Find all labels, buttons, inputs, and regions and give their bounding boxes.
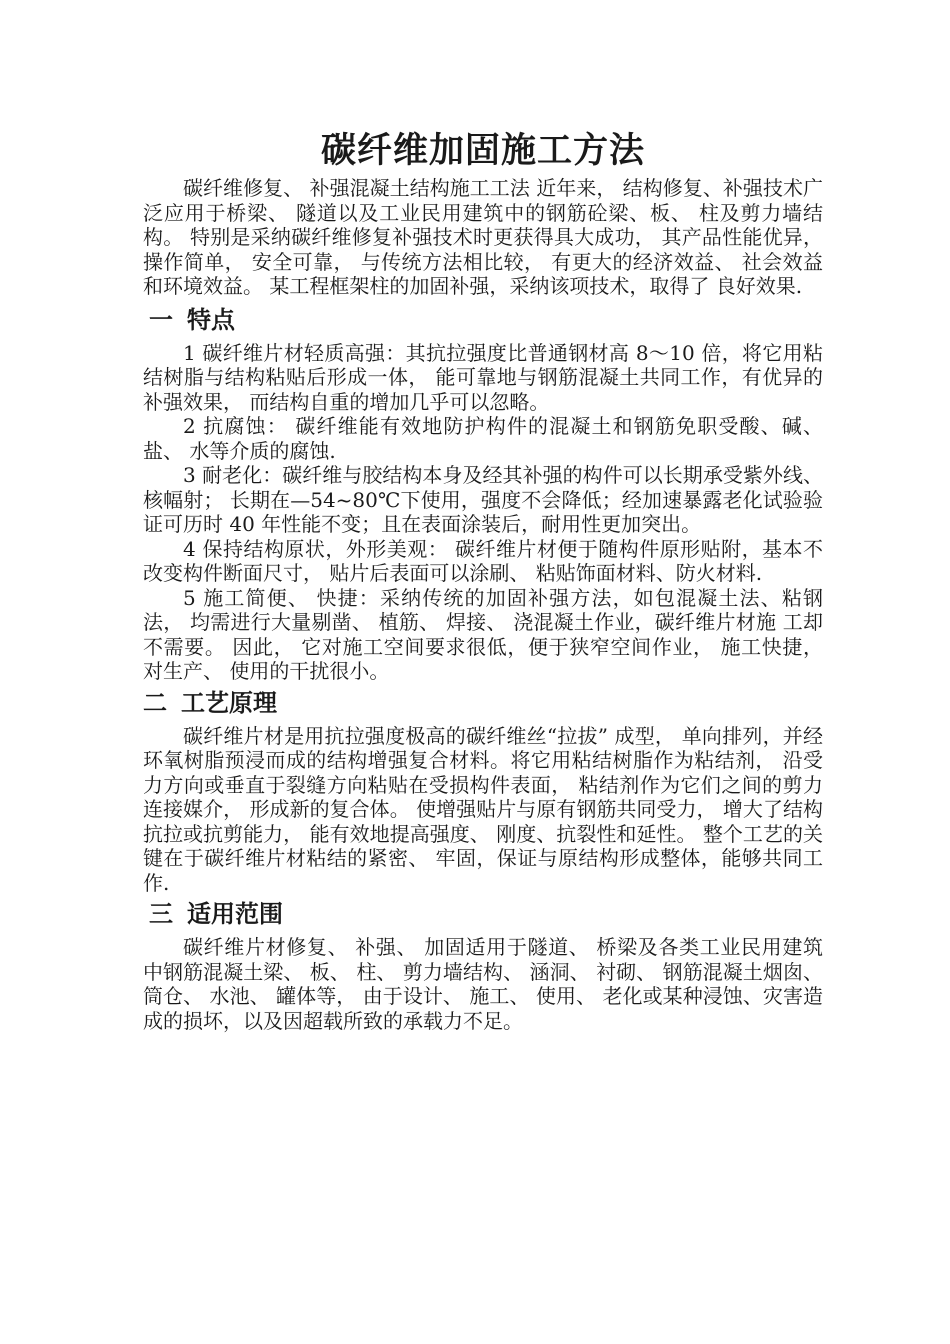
section-heading: [149, 899, 823, 929]
section-number: 三: [149, 900, 173, 928]
scope-paragraph: 碳纤维片材修复、 补强、 加固适用于隧道、 桥梁及各类工业民用建筑 中钢筋混凝土梁、 板、 柱、 剪力墙结构、 涵洞、 衬砌、 钢筋混凝土烟囱、 筒仓、 水池、 罐体等， 由于设计、 施工、 使用、 老化或某种浸蚀、灾害造成的损坏，以及因超载所致的承载力不足。: [143, 935, 823, 1033]
document-page: [143, 128, 823, 1033]
section-principle: [143, 688, 823, 896]
intro-paragraph: 碳纤维修复、 补强混凝土结构施工工法 近年来， 结构修复、补强技术广泛应用于桥梁、 隧道以及工业民用建筑中的钢筋砼梁、板、 柱及剪力墙结构。 特别是采纳碳纤维修复补强技术时更获得具大成功， 其产品性能优异， 操作简单， 安全可靠， 与传统方法相比较， 有更大的经济效益、 社会效益和环境效益。 某工程框架柱的加固补强，采纳该项技术，取得了 良好效果.: [143, 176, 823, 298]
section-title: 特点: [187, 305, 235, 334]
section-heading: [143, 688, 823, 718]
principle-paragraph: 碳纤维片材是用抗拉强度极高的碳纤维丝“拉拔” 成型， 单向排列，并经环氧树脂预浸而成的结构增强复合材料。将它用粘结树脂作为粘结剂， 沿受力方向或垂直于裂缝方向粘贴在受损构件表面， 粘结剂作为它们之间的剪力连接媒介， 形成新的复合体。 使增强贴片与原有钢筋共同受力， 增大了结构抗拉或抗剪能力， 能有效地提高强度、 刚度、抗裂性和延性。 整个工艺的关键在于碳纤维片材粘结的紧密、 牢固，保证与原结构形成整体，能够共同工作.: [143, 723, 823, 895]
section-title: 工艺原理: [181, 688, 277, 717]
section-scope: [143, 899, 823, 1033]
feature-paragraph: 2 抗腐蚀： 碳纤维能有效地防护构件的混凝土和钢筋免职受酸、碱、盐、 水等介质的腐蚀.: [143, 414, 823, 463]
section-number: 二: [143, 688, 167, 717]
section-features: [143, 305, 823, 684]
feature-paragraph: 3 耐老化：碳纤维与胶结构本身及经其补强的构件可以长期承受紫外线、 核幅射； 长期在—54~80℃下使用，强度不会降低；经加速暴露老化试验验证可历时 40 年性能不变；且在表面涂装后，耐用性更加突出。: [143, 463, 823, 536]
section-heading: [149, 305, 823, 335]
feature-paragraph: 5 施工简便、 快捷：采纳传统的加固补强方法，如包混凝土法、粘钢法， 均需进行大量剔凿、 植筋、 焊接、 浇混凝土作业，碳纤维片材施 工却不需要。 因此， 它对施工空间要求很低，便于狭窄空间作业， 施工快捷， 对生产、 使用的干扰很小。: [143, 585, 823, 683]
section-title: 适用范围: [187, 900, 283, 928]
document-title: 碳纤维加固施工方法: [320, 131, 645, 171]
feature-paragraph: 1 碳纤维片材轻质高强：其抗拉强度比普通钢材高 8～10 倍，将它用粘结树脂与结构粘贴后形成一体， 能可靠地与钢筋混凝土共同工作，有优异的补强效果， 而结构自重的增加几乎可以忽略。: [143, 340, 823, 414]
feature-paragraph: 4 保持结构原状，外形美观： 碳纤维片材便于随构件原形贴附，基本不改变构件断面尺寸， 贴片后表面可以涂刷、 粘贴饰面材料、防火材料.: [143, 536, 823, 585]
section-number: 一: [149, 305, 173, 334]
